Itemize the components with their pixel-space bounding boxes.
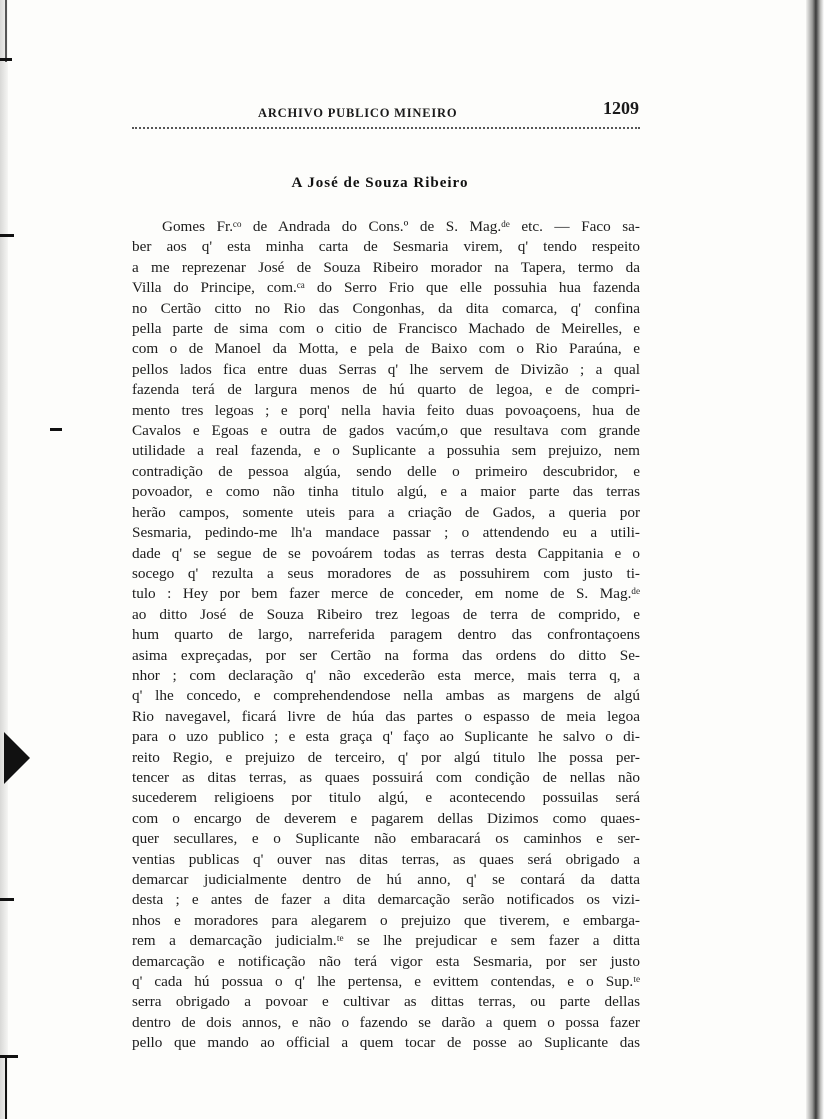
text-line: dentro de dois annos, e não o fazendo se darão a quem o possa fazer	[132, 1013, 640, 1031]
text-line: ber aos q' esta minha carta de Sesmaria virem, q' tendo respeito	[132, 238, 640, 256]
text-line: contradição de pessoa algúa, sendo delle o primeiro descubridor, e	[132, 462, 640, 480]
text-line: demarcar judicialmente dentro de hú anno, q' se contará da datta	[132, 871, 640, 888]
text-line: nhor ; com declaração q' não excederão esta merce, mais terra q, a	[132, 666, 640, 684]
scan-margin-mark	[0, 58, 12, 61]
text-line: Villa do Principe, com.ᶜᵃ do Serro Frio que elle possuhia hua fazenda	[132, 279, 640, 297]
document-title: A José de Souza Ribeiro	[291, 175, 469, 191]
text-line: nhos e moradores para alegarem o prejuizo que tiverem, e embarga-	[132, 911, 640, 929]
page-left-binding-edge	[0, 0, 8, 1119]
text-line: Gomes Fr.ᶜᵒ de Andrada do Cons.º de S. Mag.ᵈᵉ etc. — Faco sa-	[162, 218, 640, 235]
text-line: com o encargo de deverem e pagarem dellas Dizimos como quaes-	[132, 809, 640, 827]
text-line: q' lhe concedo, e comprehendendose nella ambas as margens de algú	[132, 687, 640, 705]
text-line: com o de Manoel da Motta, e pela de Baixo com o Rio Paraúna, e	[132, 340, 640, 358]
text-line: hum quarto de largo, narreferida paragem dentro das confrontaçoens	[132, 626, 640, 644]
text-line: quer secullares, e o Suplicante não embaracará os caminhos e ser-	[132, 830, 640, 848]
text-line: serra obrigado a povoar e cultivar as dittas terras, ou parte dellas	[132, 993, 640, 1011]
text-line: asima expreçadas, por ser Certão na forma das ordens do ditto Se-	[132, 646, 640, 664]
text-line: utilidade a real fazenda, e o Suplicante a possuhia sem prejuizo, nem	[132, 442, 640, 460]
text-line: sucederem religioens por titulo algú, e acontecendo possuilas será	[132, 789, 640, 807]
scan-margin-mark	[50, 428, 62, 431]
text-line: q' cada hú possua o q' lhe pertensa, e evittem contendas, e o Sup.ᵗᵉ	[132, 973, 640, 991]
page-number: 1209	[603, 98, 639, 118]
text-line: socego q' rezulta a seus moradores de as possuhirem com justo ti-	[132, 564, 640, 582]
text-line: rem a demarcação judicialm.ᵗᵉ se lhe prejudicar e sem fazer a ditta	[132, 932, 640, 950]
text-line: Sesmaria, pedindo-me lh'a mandace passar ; o attendendo eu a utili-	[132, 524, 640, 542]
text-line: pellos lados fica entre duas Serras q' lhe servem de Divizão ; a qual	[132, 360, 640, 378]
text-line: Rio navegavel, ficará livre de húa das partes o espasso de meia legoa	[132, 707, 640, 725]
text-line: pello que mando ao official a quem tocar de posse ao Suplicante das	[132, 1034, 640, 1052]
scan-margin-mark	[5, 0, 7, 62]
text-line: desta ; e antes de fazer a dita demarcação serão notificados os vizi-	[132, 891, 640, 909]
page-right-binding-shadow	[806, 0, 824, 1119]
margin-arrow-icon	[4, 732, 30, 784]
text-line: tulo : Hey por bem fazer merce de conceder, em nome de S. Mag.ᵈᵉ	[132, 585, 640, 603]
text-line: mento tres legoas ; e porq' nella havia feito duas povoaçoens, hua de	[132, 401, 640, 419]
text-line: tencer as ditas terras, as quaes possuirá com condição de nellas não	[132, 768, 640, 786]
text-line: para o uzo publico ; e esta graça q' faço ao Suplicante he salvo o di-	[132, 728, 640, 746]
text-line: ao ditto José de Souza Ribeiro trez legoas de terra de comprido, e	[132, 605, 640, 623]
text-line: herão campos, somente uteis para a criação de Gados, a queria por	[132, 503, 640, 521]
scan-margin-mark	[0, 1055, 18, 1058]
text-line: demarcação e notificação não terá vigor esta Sesmaria, por ser justo	[132, 952, 640, 970]
scan-margin-mark	[0, 898, 14, 901]
scan-margin-mark	[0, 234, 14, 237]
scan-margin-mark	[5, 1058, 7, 1119]
text-line: a me reprezenar José de Souza Ribeiro morador na Tapera, termo da	[132, 258, 640, 276]
text-line: pella parte de sima com o citio de Francisco Machado de Meirelles, e	[132, 320, 640, 338]
text-line: Cavalos e Egoas e outra de gados vacúm,o que resultava com grande	[132, 422, 640, 440]
running-head: ARCHIVO PUBLICO MINEIRO	[258, 106, 458, 120]
text-line: fazenda terá de largura menos de hú quarto de legoa, e de compri-	[132, 381, 640, 399]
text-line: povoador, e como não tinha titulo algú, e a maior parte das terras	[132, 483, 640, 501]
document-body	[132, 217, 640, 1054]
text-line: ventias publicas q' ouver nas ditas terras, as quaes será obrigado a	[132, 850, 640, 868]
text-line: dade q' se segue de se povoárem todas as terras desta Cappitania e o	[132, 544, 640, 562]
text-line: reito Regio, e prejuizo de terceiro, q' por algú titulo lhe possa per-	[132, 748, 640, 766]
header-rule	[132, 127, 640, 129]
text-line: no Certão citto no Rio das Congonhas, da dita comarca, q' confina	[132, 299, 640, 317]
